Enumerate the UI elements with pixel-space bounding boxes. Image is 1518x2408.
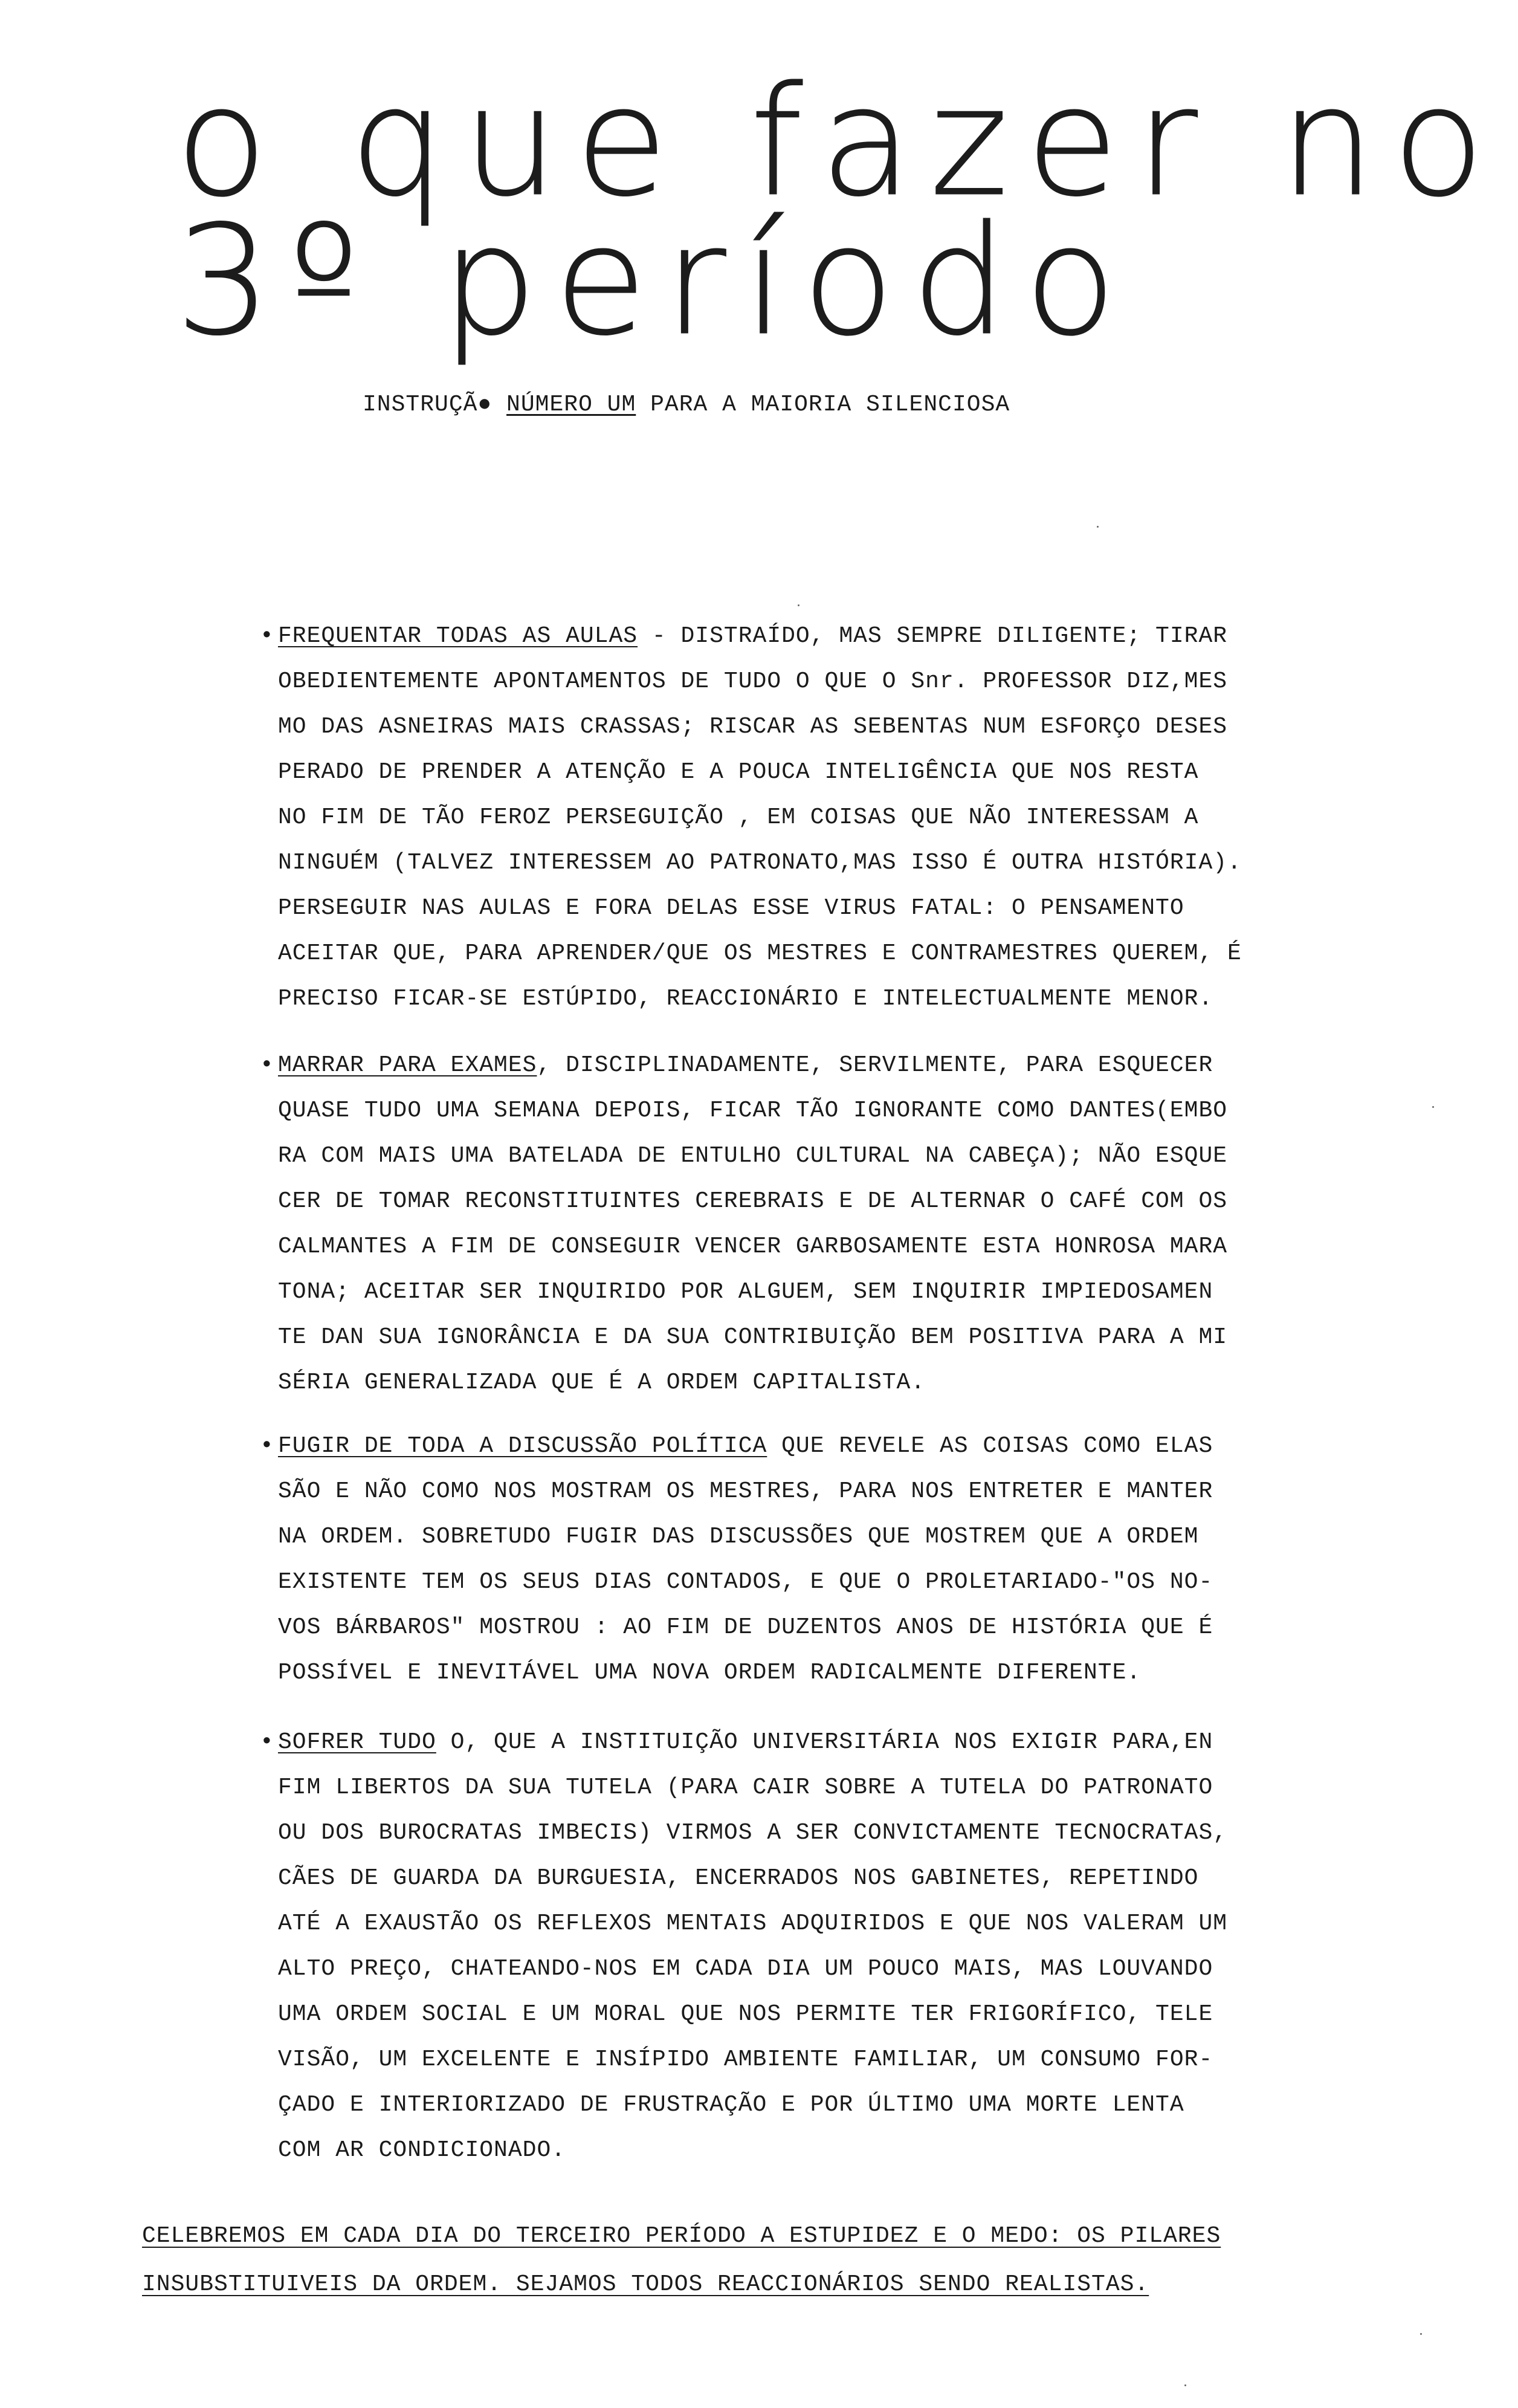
section-first-line bbox=[260, 1043, 1354, 1088]
section-heading: SOFRER TUDO bbox=[278, 1729, 436, 1755]
section-line: OBEDIENTEMENTE APONTAMENTOS DE TUDO O QUE O Snr. PROFESSOR DIZ,MES bbox=[278, 668, 1228, 694]
scan-speck bbox=[1184, 2384, 1186, 2386]
section-line: RA COM MAIS UMA BATELADA DE ENTULHO CULTURAL NA CABEÇA); NÃO ESQUE bbox=[278, 1143, 1228, 1169]
section-marrar bbox=[260, 1043, 1354, 1405]
scan-speck bbox=[798, 604, 799, 606]
section-line: CER DE TOMAR RECONSTITUINTES CEREBRAIS E DE ALTERNAR O CAFÉ COM OS bbox=[278, 1188, 1228, 1214]
section-line: SÃO E NÃO COMO NOS MOSTRAM OS MESTRES, PARA NOS ENTRETER E MANTER bbox=[278, 1478, 1213, 1504]
bullet-icon: • bbox=[260, 1433, 274, 1459]
subtitle-after: PARA A MAIORIA SILENCIOSA bbox=[636, 392, 1010, 418]
subtitle-before: INSTRUÇÃ● bbox=[363, 392, 507, 418]
section-first-rest: , DISCIPLINADAMENTE, SERVILMENTE, PARA ESQUECER bbox=[537, 1052, 1213, 1078]
title-line-2: 3º período bbox=[175, 193, 1134, 369]
section-line: FIM LIBERTOS DA SUA TUTELA (PARA CAIR SOBRE A TUTELA DO PATRONATO bbox=[278, 1775, 1213, 1801]
closing-line-2: INSUBSTITUIVEIS DA ORDEM. SEJAMOS TODOS REACCIONÁRIOS SENDO REALISTAS. bbox=[142, 2271, 1149, 2297]
section-line: PRECISO FICAR-SE ESTÚPIDO, REACCIONÁRIO E INTELECTUALMENTE MENOR. bbox=[278, 986, 1213, 1012]
section-first-line bbox=[260, 1720, 1354, 1765]
section-line: SÉRIA GENERALIZADA QUE É A ORDEM CAPITALISTA. bbox=[278, 1370, 926, 1396]
section-line: CÃES DE GUARDA DA BURGUESIA, ENCERRADOS NOS GABINETES, REPETINDO bbox=[278, 1865, 1199, 1891]
section-line: ATÉ A EXAUSTÃO OS REFLEXOS MENTAIS ADQUIRIDOS E QUE NOS VALERAM UM bbox=[278, 1911, 1228, 1937]
section-line: QUASE TUDO UMA SEMANA DEPOIS, FICAR TÃO IGNORANTE COMO DANTES(EMBO bbox=[278, 1098, 1228, 1124]
section-line: PERADO DE PRENDER A ATENÇÃO E A POUCA INTELIGÊNCIA QUE NOS RESTA bbox=[278, 759, 1199, 785]
subtitle-underlined: NÚMERO UM bbox=[506, 392, 636, 418]
section-line: NO FIM DE TÃO FEROZ PERSEGUIÇÃO , EM COISAS QUE NÃO INTERESSAM A bbox=[278, 804, 1199, 830]
section-sofrer bbox=[260, 1720, 1354, 2173]
section-line: ÇADO E INTERIORIZADO DE FRUSTRAÇÃO E POR ÚLTIMO UMA MORTE LENTA bbox=[278, 2092, 1184, 2118]
section-fugir bbox=[260, 1423, 1354, 1695]
closing-line-1: CELEBREMOS EM CADA DIA DO TERCEIRO PERÍODO A ESTUPIDEZ E O MEDO: OS PILARES bbox=[142, 2223, 1221, 2249]
section-line: POSSÍVEL E INEVITÁVEL UMA NOVA ORDEM RADICALMENTE DIFERENTE. bbox=[278, 1660, 1142, 1686]
section-line: COM AR CONDICIONADO. bbox=[278, 2137, 566, 2163]
bullet-icon: • bbox=[260, 1052, 274, 1078]
section-first-line bbox=[260, 613, 1354, 659]
scan-speck bbox=[1097, 526, 1099, 528]
subtitle bbox=[363, 392, 1010, 418]
section-heading: FREQUENTAR TODAS AS AULAS bbox=[278, 623, 638, 649]
section-line: MO DAS ASNEIRAS MAIS CRASSAS; RISCAR AS SEBENTAS NUM ESFORÇO DESES bbox=[278, 714, 1228, 740]
section-first-line bbox=[260, 1423, 1354, 1469]
section-line: PERSEGUIR NAS AULAS E FORA DELAS ESSE VIRUS FATAL: O PENSAMENTO bbox=[278, 895, 1184, 921]
section-frequentar bbox=[260, 613, 1354, 1021]
section-line: TONA; ACEITAR SER INQUIRIDO POR ALGUEM, SEM INQUIRIR IMPIEDOSAMEN bbox=[278, 1279, 1213, 1305]
section-line: UMA ORDEM SOCIAL E UM MORAL QUE NOS PERMITE TER FRIGORÍFICO, TELE bbox=[278, 2001, 1213, 2027]
section-line: EXISTENTE TEM OS SEUS DIAS CONTADOS, E QUE O PROLETARIADO-"OS NO- bbox=[278, 1569, 1213, 1595]
section-line: NA ORDEM. SOBRETUDO FUGIR DAS DISCUSSÕES QUE MOSTREM QUE A ORDEM bbox=[278, 1524, 1199, 1550]
section-first-rest: - DISTRAÍDO, MAS SEMPRE DILIGENTE; TIRAR bbox=[638, 623, 1228, 649]
section-line: OU DOS BUROCRATAS IMBECIS) VIRMOS A SER CONVICTAMENTE TECNOCRATAS, bbox=[278, 1820, 1228, 1846]
section-line: NINGUÉM (TALVEZ INTERESSEM AO PATRONATO,MAS ISSO É OUTRA HISTÓRIA). bbox=[278, 850, 1242, 876]
bullet-icon: • bbox=[260, 1729, 274, 1755]
section-heading: MARRAR PARA EXAMES bbox=[278, 1052, 537, 1078]
section-line: TE DAN SUA IGNORÂNCIA E DA SUA CONTRIBUIÇÃO BEM POSITIVA PARA A MI bbox=[278, 1324, 1228, 1350]
section-line: ALTO PREÇO, CHATEANDO-NOS EM CADA DIA UM POUCO MAIS, MAS LOUVANDO bbox=[278, 1956, 1213, 1982]
title-line-1: o que fazer no bbox=[175, 54, 1502, 230]
section-line: CALMANTES A FIM DE CONSEGUIR VENCER GARBOSAMENTE ESTA HONROSA MARA bbox=[278, 1234, 1228, 1260]
bullet-icon: • bbox=[260, 623, 274, 649]
section-first-rest: QUE REVELE AS COISAS COMO ELAS bbox=[767, 1433, 1213, 1459]
section-first-rest: O, QUE A INSTITUIÇÃO UNIVERSITÁRIA NOS EXIGIR PARA,EN bbox=[436, 1729, 1213, 1755]
scan-speck bbox=[1420, 2333, 1422, 2335]
section-line: VISÃO, UM EXCELENTE E INSÍPIDO AMBIENTE FAMILIAR, UM CONSUMO FOR- bbox=[278, 2047, 1213, 2073]
scan-speck bbox=[1432, 1106, 1434, 1108]
section-heading: FUGIR DE TODA A DISCUSSÃO POLÍTICA bbox=[278, 1433, 767, 1459]
section-line: ACEITAR QUE, PARA APRENDER/QUE OS MESTRES E CONTRAMESTRES QUEREM, É bbox=[278, 940, 1242, 966]
section-line: VOS BÁRBAROS" MOSTROU : AO FIM DE DUZENTOS ANOS DE HISTÓRIA QUE É bbox=[278, 1614, 1213, 1640]
closing-statement bbox=[142, 2212, 1411, 2309]
